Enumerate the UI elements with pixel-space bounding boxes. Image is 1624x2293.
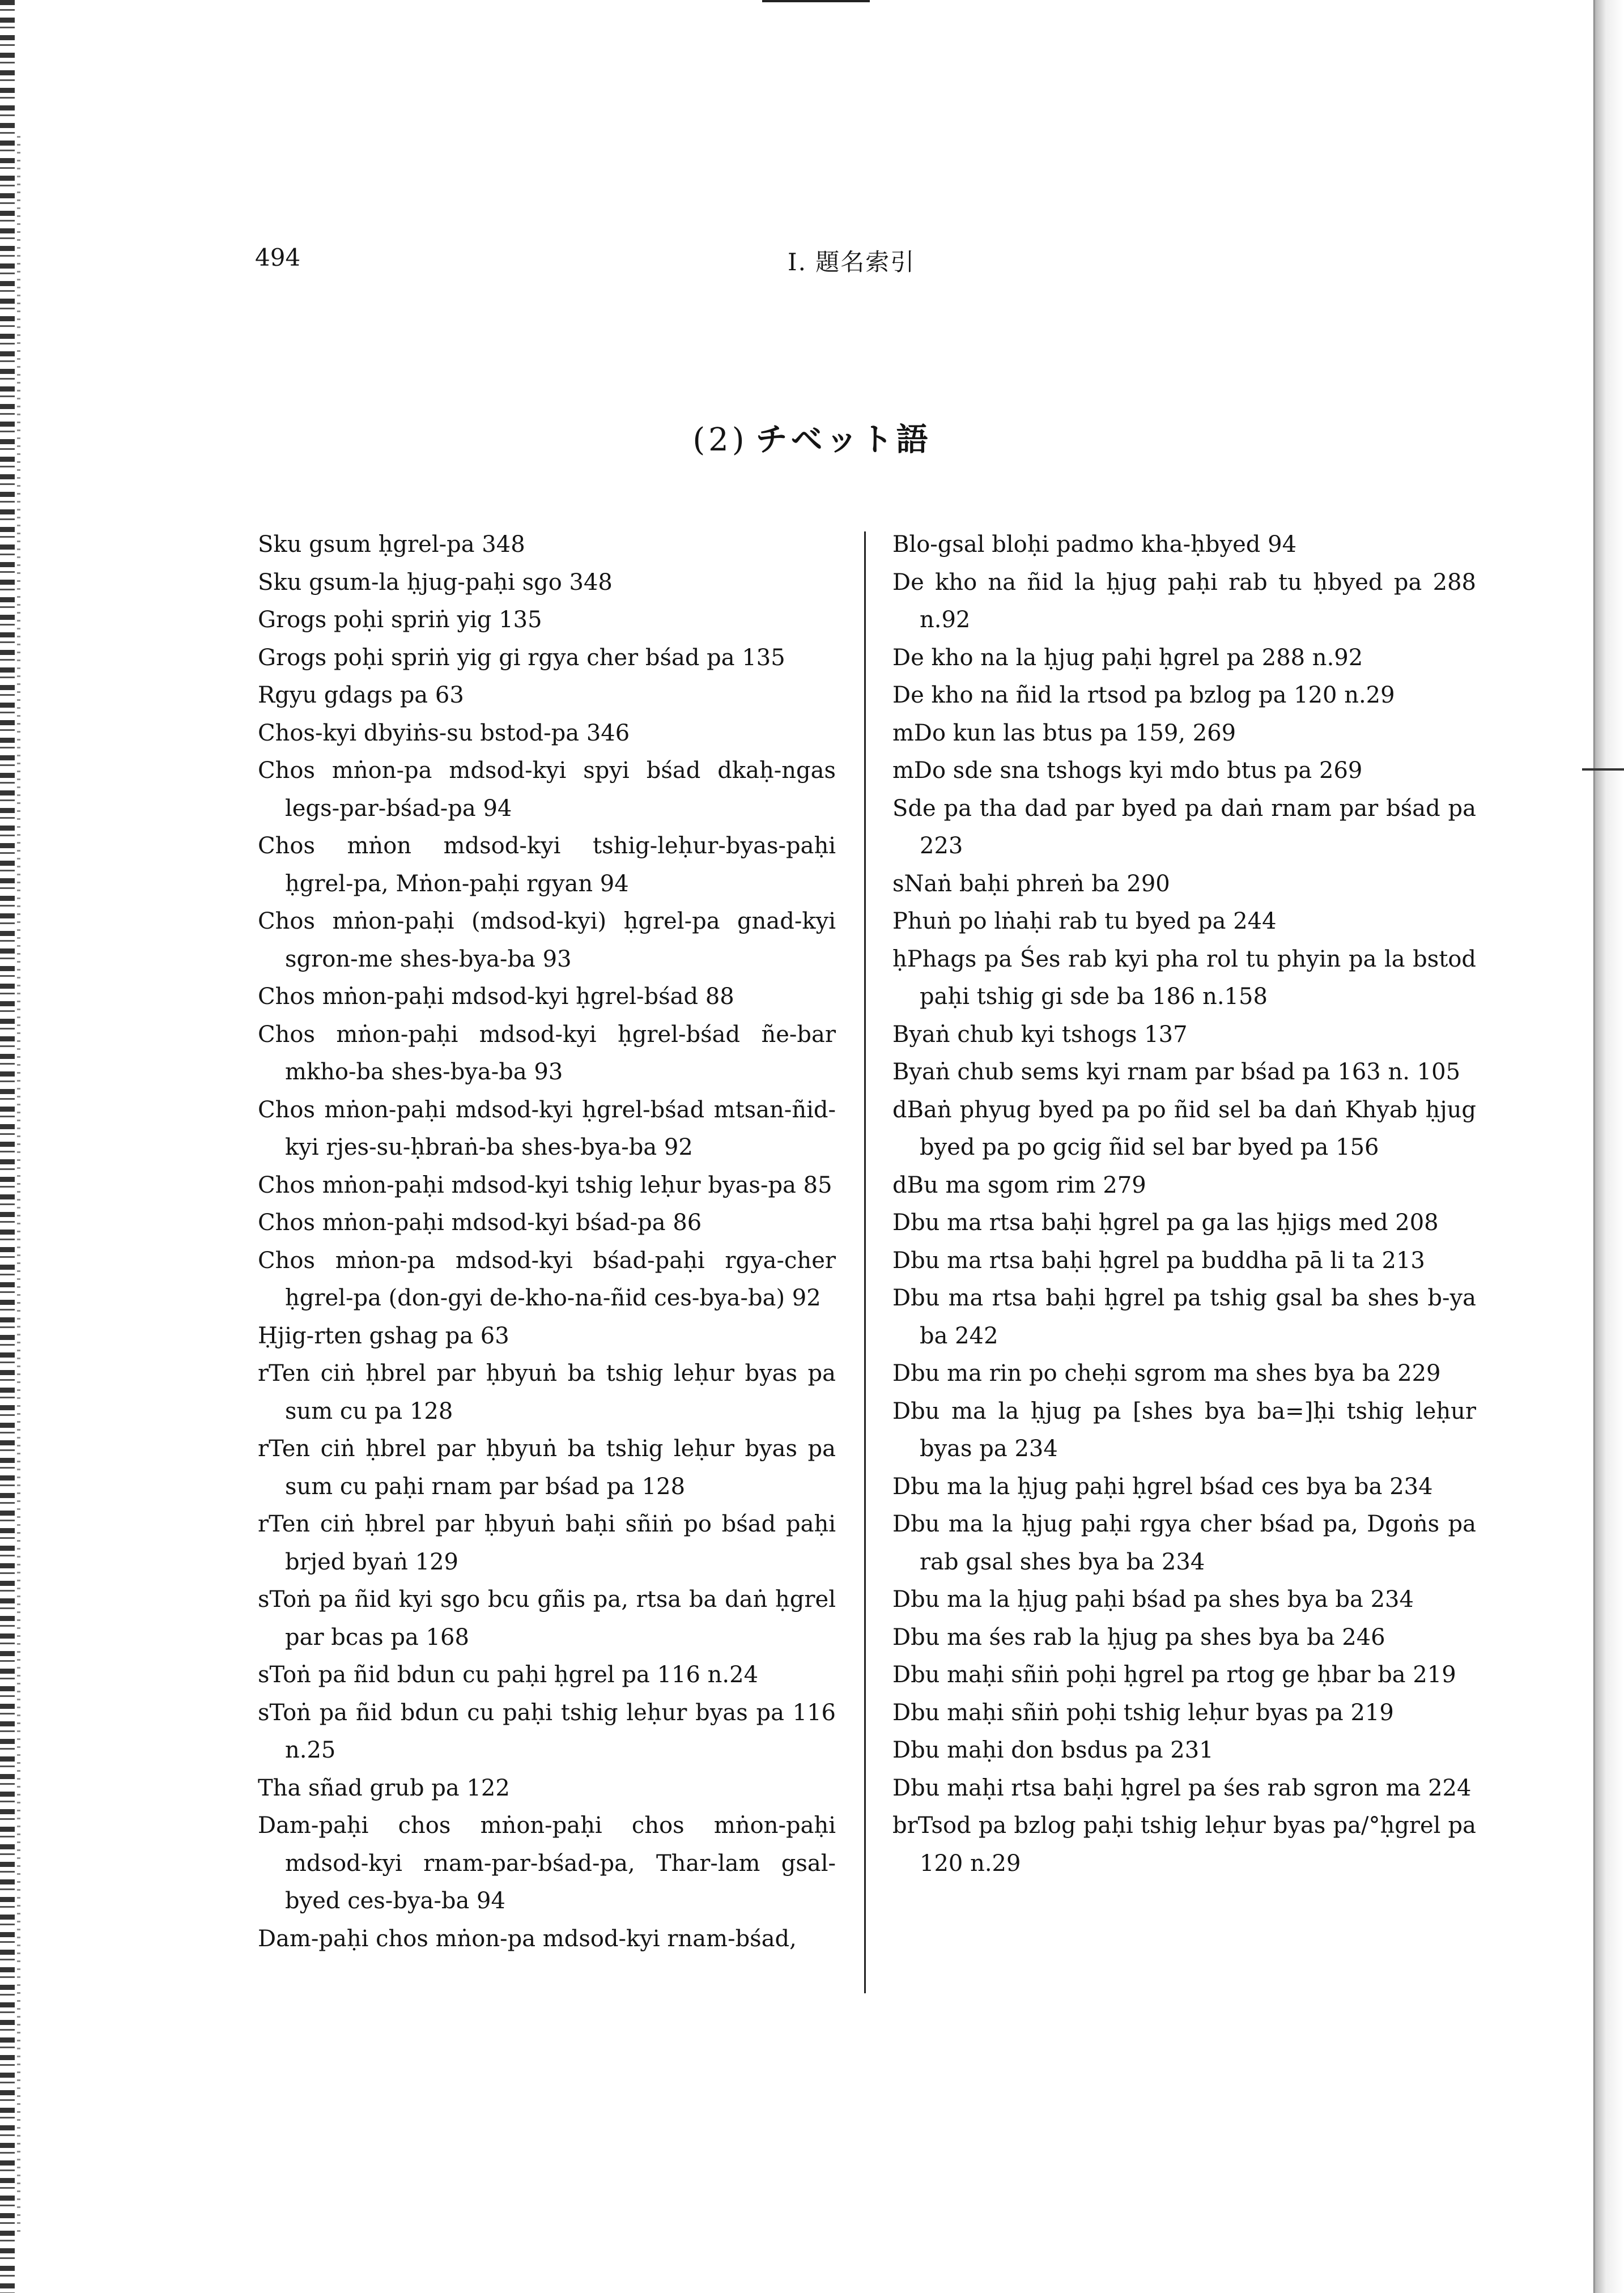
index-entry: Chos mṅon-paḥi mdsod-kyi ḥgrel-bśad ñe-bar mkho-ba shes-bya-ba 93 bbox=[258, 1021, 836, 1085]
index-entry: Rgyu gdags pa 63 bbox=[258, 682, 464, 708]
index-column-right bbox=[892, 526, 1476, 1882]
index-entry: Dam-paḥi chos mṅon-pa mdsod-kyi rnam-bśad, bbox=[258, 1925, 797, 1952]
right-margin-mark bbox=[1582, 768, 1624, 771]
index-entry: Byaṅ chub kyi tshogs 137 bbox=[892, 1021, 1188, 1048]
index-entry: Dbu ma rin po cheḥi sgrom ma shes bya ba 229 bbox=[892, 1360, 1441, 1386]
index-entry: Chos mṅon-paḥi mdsod-kyi ḥgrel-bśad 88 bbox=[258, 984, 734, 1010]
scan-edge-left bbox=[0, 0, 15, 2293]
index-entry: Dbu ma rtsa baḥi ḥgrel pa buddha pā li ta 213 bbox=[892, 1247, 1425, 1274]
index-heading bbox=[0, 415, 1624, 460]
heading-title: チベット語 bbox=[755, 421, 932, 458]
index-entry: De kho na la ḥjug paḥi ḥgrel pa 288 n.92 bbox=[892, 644, 1363, 671]
index-entry: Grogs poḥi spriṅ yig 135 bbox=[258, 607, 542, 633]
index-entry: Dbu maḥi sñiṅ poḥi ḥgrel pa rtog ge ḥbar ba 219 bbox=[892, 1662, 1456, 1688]
index-entry: Chos mṅon-pa mdsod-kyi spyi bśad dkaḥ-ngas legs-par-bśad-pa 94 bbox=[258, 758, 836, 822]
index-entry: Ḥjig-rten gshag pa 63 bbox=[258, 1322, 509, 1349]
page-number: 494 bbox=[255, 244, 301, 271]
top-scan-mark bbox=[762, 0, 870, 2]
index-entry: Dbu ma la ḥjug paḥi rgya cher bśad pa, Dgoṅs pa rab gsal shes bya ba 234 bbox=[892, 1511, 1476, 1575]
index-entry: dBaṅ phyug byed pa po ñid sel ba daṅ Khyab ḥjug byed pa po gcig ñid sel bar byed pa 156 bbox=[892, 1096, 1476, 1160]
index-entry: Dbu ma rtsa baḥi ḥgrel pa ga las ḥjigs med 208 bbox=[892, 1210, 1439, 1236]
running-head bbox=[255, 244, 952, 278]
index-entry: Dbu ma la ḥjug pa [shes bya ba=]ḥi tshig leḥur byas pa 234 bbox=[892, 1398, 1476, 1462]
index-entry: rTen ciṅ ḥbrel par ḥbyuṅ baḥi sñiṅ po bśad paḥi brjed byaṅ 129 bbox=[258, 1511, 836, 1575]
index-entry: Sku gsum ḥgrel-pa 348 bbox=[258, 531, 525, 558]
index-entry: mDo sde sna tshogs kyi mdo btus pa 269 bbox=[892, 758, 1363, 784]
index-entry: Chos mṅon-paḥi (mdsod-kyi) ḥgrel-pa gnad-kyi sgron-me shes-bya-ba 93 bbox=[258, 908, 836, 972]
index-entry: Byaṅ chub sems kyi rnam par bśad pa 163 n. 105 bbox=[892, 1059, 1461, 1085]
index-entry: Dbu ma rtsa baḥi ḥgrel pa tshig gsal ba shes b-ya ba 242 bbox=[892, 1285, 1476, 1349]
index-entry: dBu ma sgom rim 279 bbox=[892, 1172, 1146, 1198]
index-entry: De kho na ñid la ḥjug paḥi rab tu ḥbyed pa 288 n.92 bbox=[892, 569, 1476, 633]
scan-edge-right bbox=[1583, 0, 1624, 2293]
index-entry: sToṅ pa ñid bdun cu paḥi ḥgrel pa 116 n.24 bbox=[258, 1662, 759, 1688]
index-entry: Chos mṅon mdsod-kyi tshig-leḥur-byas-paḥi ḥgrel-pa, Mṅon-paḥi rgyan 94 bbox=[258, 833, 836, 897]
index-entry: Sku gsum-la ḥjug-paḥi sgo 348 bbox=[258, 569, 613, 595]
index-entry: Dbu maḥi sñiṅ poḥi tshig leḥur byas pa 219 bbox=[892, 1699, 1394, 1726]
index-entry: Dbu maḥi don bsdus pa 231 bbox=[892, 1737, 1214, 1763]
index-entry: Tha sñad grub pa 122 bbox=[258, 1775, 510, 1801]
section-title: I. 題名索引 bbox=[788, 248, 916, 276]
index-entry: sNaṅ baḥi phreṅ ba 290 bbox=[892, 870, 1170, 897]
heading-number: (2) bbox=[692, 422, 748, 458]
index-column-left bbox=[258, 526, 836, 1958]
index-entry: Sde pa tha dad par byed pa daṅ rnam par bśad pa 223 bbox=[892, 795, 1476, 859]
index-entry: De kho na ñid la rtsod pa bzlog pa 120 n.29 bbox=[892, 682, 1395, 708]
index-entry: rTen ciṅ ḥbrel par ḥbyuṅ ba tshig leḥur byas pa sum cu pa 128 bbox=[258, 1360, 836, 1424]
index-entry: Phuṅ po lṅaḥi rab tu byed pa 244 bbox=[892, 908, 1277, 934]
index-entry: mDo kun las btus pa 159, 269 bbox=[892, 720, 1236, 746]
index-entry: Dbu ma la ḥjug paḥi bśad pa shes bya ba 234 bbox=[892, 1586, 1414, 1613]
index-entry: rTen ciṅ ḥbrel par ḥbyuṅ ba tshig leḥur byas pa sum cu paḥi rnam par bśad pa 128 bbox=[258, 1436, 836, 1500]
index-entry: Dbu ma śes rab la ḥjug pa shes bya ba 246 bbox=[892, 1624, 1385, 1650]
index-entry: brTsod pa bzlog paḥi tshig leḥur byas pa/°ḥgrel pa 120 n.29 bbox=[892, 1813, 1476, 1877]
index-entry: Chos mṅon-pa mdsod-kyi bśad-paḥi rgya-cher ḥgrel-pa (don-gyi de-kho-na-ñid ces-bya-ba) 92 bbox=[258, 1247, 836, 1311]
index-entry: Blo-gsal bloḥi padmo kha-ḥbyed 94 bbox=[892, 531, 1297, 558]
index-entry: Dam-paḥi chos mṅon-paḥi chos mṅon-paḥi mdsod-kyi rnam-par-bśad-pa, Thar-lam gsal-byed ces-bya-ba 94 bbox=[258, 1813, 836, 1914]
index-entry: Chos mṅon-paḥi mdsod-kyi tshig leḥur byas-pa 85 bbox=[258, 1172, 832, 1198]
index-entry: sToṅ pa ñid bdun cu paḥi tshig leḥur byas pa 116 n.25 bbox=[258, 1699, 836, 1763]
index-entry: Dbu maḥi rtsa baḥi ḥgrel pa śes rab sgron ma 224 bbox=[892, 1775, 1472, 1801]
index-entry: Chos-kyi dbyiṅs-su bstod-pa 346 bbox=[258, 720, 630, 746]
index-entry: Dbu ma la ḥjug paḥi ḥgrel bśad ces bya ba 234 bbox=[892, 1473, 1433, 1500]
column-divider bbox=[864, 531, 866, 1993]
index-entry: Chos mṅon-paḥi mdsod-kyi bśad-pa 86 bbox=[258, 1210, 702, 1236]
index-entry: Chos mṅon-paḥi mdsod-kyi ḥgrel-bśad mtsan-ñid-kyi rjes-su-ḥbraṅ-ba shes-bya-ba 92 bbox=[258, 1096, 836, 1160]
index-entry: sToṅ pa ñid kyi sgo bcu gñis pa, rtsa ba daṅ ḥgrel par bcas pa 168 bbox=[258, 1586, 836, 1650]
index-entry: Grogs poḥi spriṅ yig gi rgya cher bśad pa 135 bbox=[258, 644, 785, 671]
index-entry: ḥPhags pa Śes rab kyi pha rol tu phyin pa la bstod paḥi tshig gi sde ba 186 n.158 bbox=[892, 946, 1476, 1010]
